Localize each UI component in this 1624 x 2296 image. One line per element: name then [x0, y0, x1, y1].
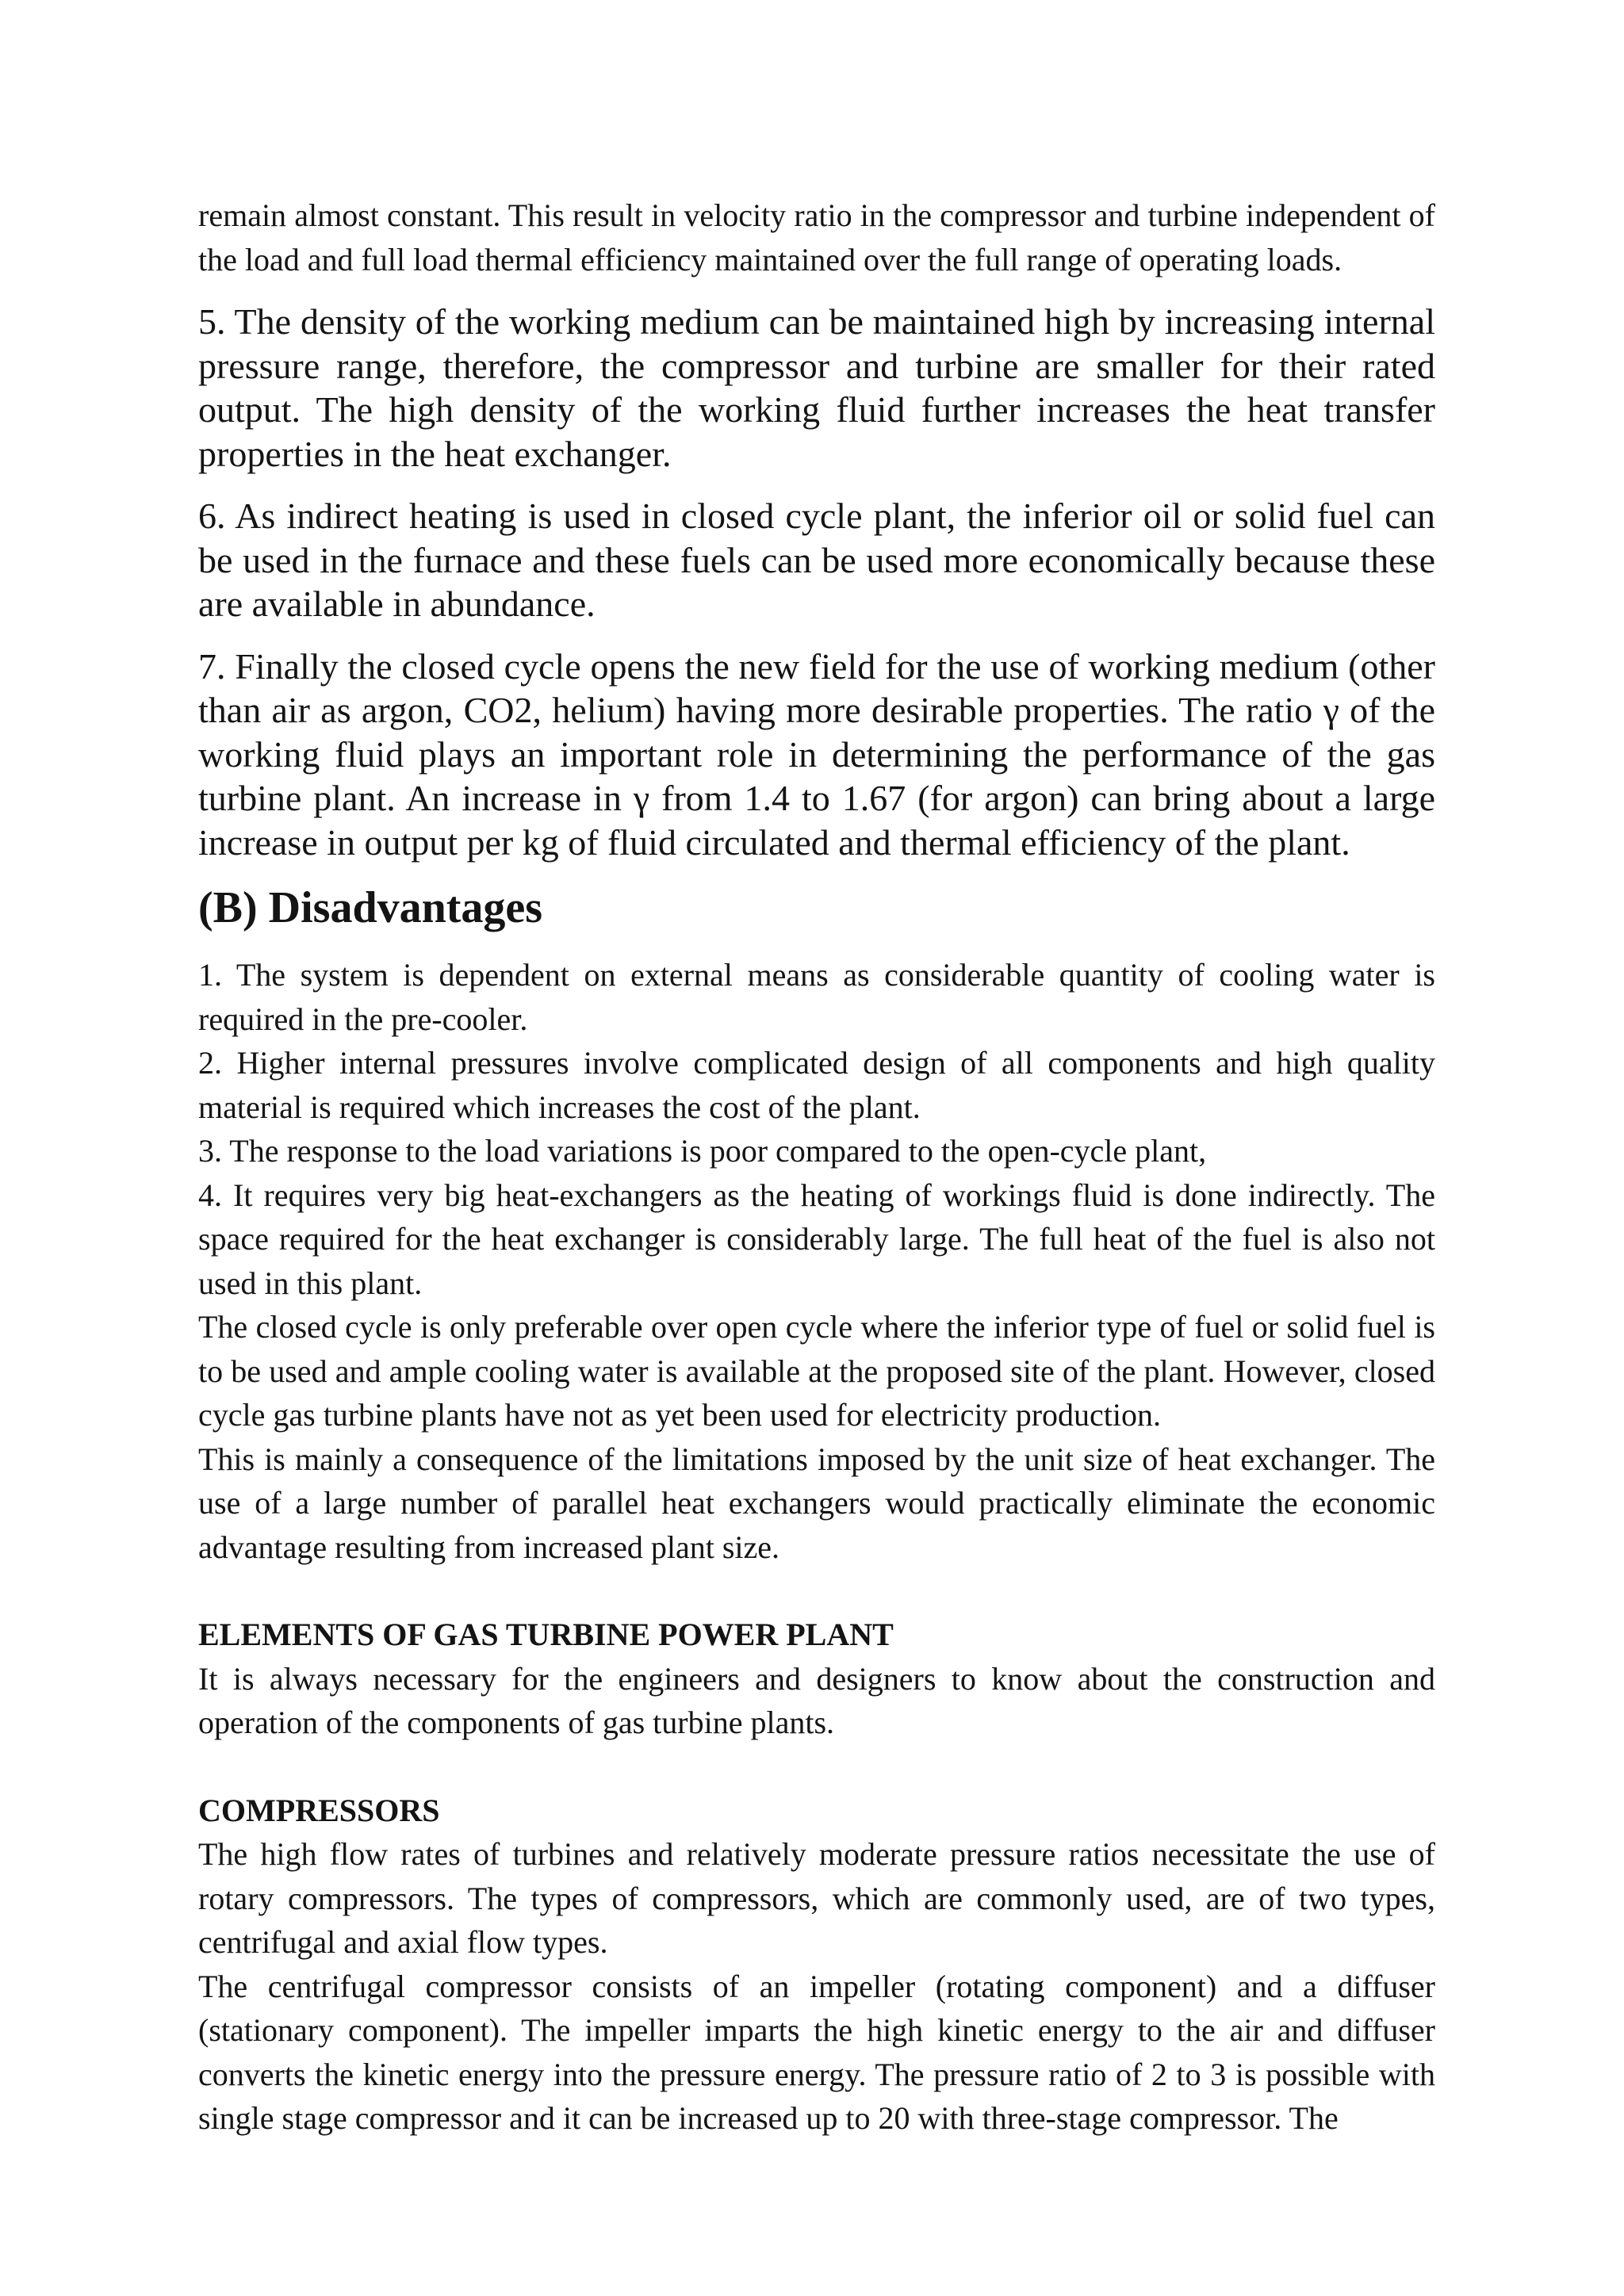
page-content — [198, 193, 1435, 2141]
paragraph-elements: It is always necessary for the engineers and designers to know about the construction and operation of the components of gas turbine plants. — [198, 1660, 1435, 1740]
disadvantage-item-4: 4. It requires very big heat-exchangers as the heating of workings fluid is done indirectly. The space required for the heat exchanger is considerably large. The full heat of the fuel is also not used in this plant. — [198, 1177, 1435, 1301]
paragraph-heat-exchanger-limitation: This is mainly a consequence of the limitations imposed by the unit size of heat exchanger. The use of a large number of parallel heat exchangers would practically eliminate the economic advantage resulting from increased plant size. — [198, 1441, 1435, 1565]
paragraph-advantage-6: 6. As indirect heating is used in closed cycle plant, the inferior oil or solid fuel can be used in the furnace and these fuels can be used more economically because these are available in abundance. — [198, 496, 1435, 624]
disadvantage-item-3: 3. The response to the load variations is poor compared to the open-cycle plant, — [198, 1133, 1207, 1169]
paragraph-advantage-5: 5. The density of the working medium can be maintained high by increasing internal pressure range, therefore, the compressor and turbine are smaller for their rated output. The high density of the working fluid further increases the heat transfer properties in the heat exchanger. — [198, 301, 1435, 474]
disadvantage-item-1: 1. The system is dependent on external means as considerable quantity of cooling water is required in the pre-cooler. — [198, 957, 1435, 1037]
paragraph-advantage-7: 7. Finally the closed cycle opens the new field for the use of working medium (other than air as argon, CO2, helium) having more desirable properties. The ratio γ of the working fluid plays an important role in determining the performance of the gas turbine plant. An increase in γ from 1.4 to 1.67 (for argon) can bring about a large increase in output per kg of fluid circulated and thermal efficiency of the plant. — [198, 645, 1435, 863]
paragraph-continuation: remain almost constant. This result in velocity ratio in the compressor and turbine independent of the load and full load thermal efficiency maintained over the full range of operating loads. — [198, 197, 1435, 277]
disadvantage-item-2: 2. Higher internal pressures involve complicated design of all components and high quality material is required which increases the cost of the plant. — [198, 1045, 1435, 1125]
heading-compressors: COMPRESSORS — [198, 1792, 440, 1828]
heading-disadvantages: (B) Disadvantages — [198, 883, 543, 932]
paragraph-compressors-types: The high flow rates of turbines and relatively moderate pressure ratios necessitate the use of rotary compressors. The types of compressors, which are commonly used, are of two types, centrifugal and axial flow types. — [198, 1836, 1435, 1960]
paragraph-closed-cycle-preference: The closed cycle is only preferable over open cycle where the inferior type of fuel or solid fuel is to be used and ample cooling water is available at the proposed site of the plant. However, closed cycle gas turbine plants have not as yet been used for electricity production. — [198, 1309, 1435, 1433]
paragraph-centrifugal-compressor: The centrifugal compressor consists of an impeller (rotating component) and a diffuser (stationary component). The impeller imparts the high kinetic energy to the air and diffuser converts the kinetic energy into the pressure energy. The pressure ratio of 2 to 3 is possible with single stage compressor and it can be increased up to 20 with three-stage compressor. The — [198, 1968, 1435, 2136]
heading-elements: ELEMENTS OF GAS TURBINE POWER PLANT — [198, 1617, 894, 1652]
